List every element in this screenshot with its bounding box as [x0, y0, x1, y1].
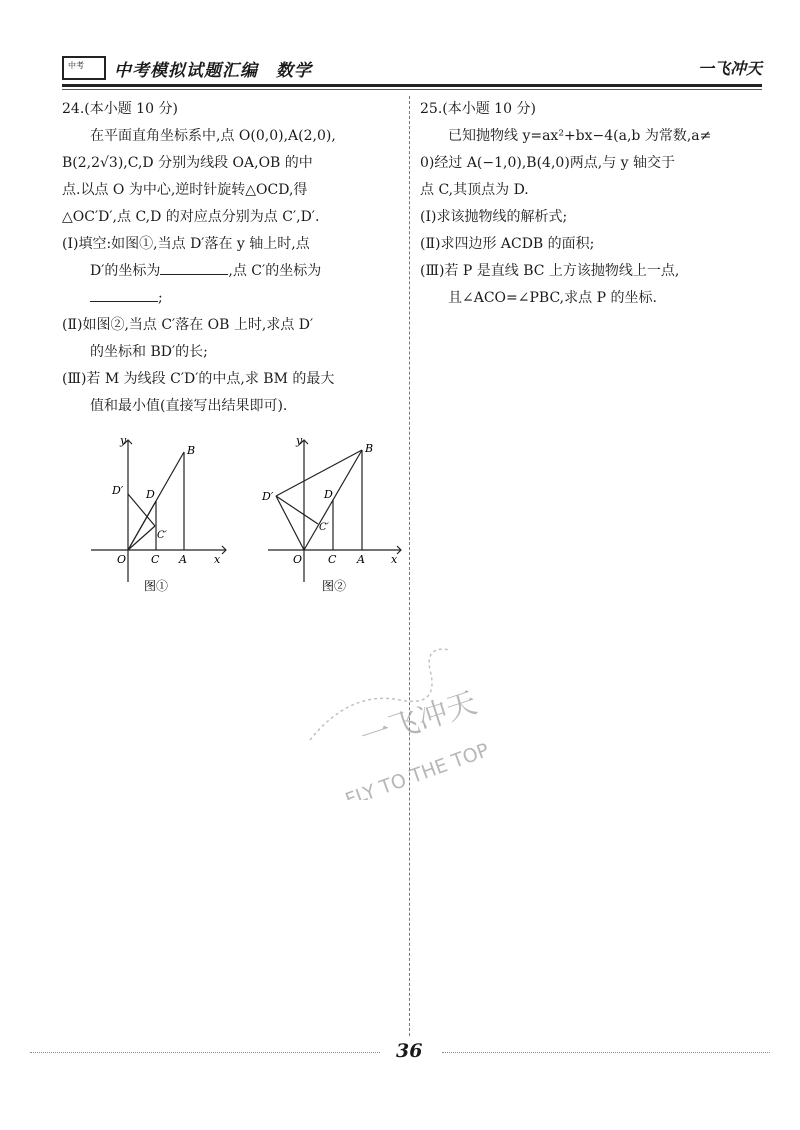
- fig2-label-B: B: [365, 442, 374, 455]
- q24-part1-text-c: ;: [158, 290, 163, 306]
- geometry-figures-svg: [86, 432, 416, 602]
- question-24: [62, 96, 404, 420]
- q24-figures: [86, 432, 416, 602]
- page-footer: [30, 1040, 770, 1080]
- watermark-en-text: FLY TO THE TOP: [342, 739, 493, 800]
- q24-part1-line-1: (Ⅰ)填空:如图①,当点 D′落在 y 轴上时,点: [62, 236, 310, 252]
- fig1-label-x: x: [214, 553, 221, 566]
- answer-blank-2[interactable]: [90, 287, 158, 302]
- fig1-label-B: B: [187, 444, 196, 457]
- logo: [62, 56, 106, 80]
- fig2-segment-DpCp: [276, 496, 318, 524]
- footer-line-left: [30, 1052, 380, 1053]
- fig1-label-O: O: [117, 553, 127, 566]
- q25-part3-line-1: (Ⅲ)若 P 是直线 BC 上方该抛物线上一点,: [420, 263, 680, 279]
- q25-heading: 25.(本小题 10 分): [420, 101, 536, 117]
- q24-heading: 24.(本小题 10 分): [62, 101, 178, 117]
- watermark: [290, 630, 550, 800]
- q24-part3-line-2: 值和最小值(直接写出结果即可).: [90, 398, 288, 414]
- q24-part1-line-2: [62, 258, 404, 285]
- footer-line-right: [442, 1052, 770, 1053]
- header-rule: [62, 84, 762, 87]
- q25-intro-line-3: 点 C,其顶点为 D.: [420, 182, 529, 198]
- fig1-label-A: A: [179, 553, 187, 566]
- fig2-label-O: O: [293, 553, 303, 566]
- header-rule-thin: [62, 89, 762, 90]
- q25-part3-line-2: 且∠ACO=∠PBC,求点 P 的坐标.: [448, 290, 657, 306]
- logo-text: 中考: [68, 61, 84, 70]
- q24-intro-line-4: △OC′D′,点 C,D 的对应点分别为点 C′,D′.: [62, 209, 320, 225]
- q25-intro-line-2: 0)经过 A(−1,0),B(4,0)两点,与 y 轴交于: [420, 155, 676, 171]
- q25-part2: (Ⅱ)求四边形 ACDB 的面积;: [420, 236, 595, 252]
- fig2-label-x: x: [391, 553, 398, 566]
- page-number: 36: [396, 1040, 423, 1062]
- fig1-label-y: y: [120, 434, 127, 447]
- question-25: [420, 96, 762, 312]
- watermark-cn-text: 一飞冲天: [356, 685, 482, 756]
- fig2-label-A: A: [357, 553, 365, 566]
- watermark-svg: [290, 630, 550, 800]
- page-header: [62, 56, 762, 82]
- fig2-label-y: y: [296, 434, 303, 447]
- fig1-segment-OCp: [128, 526, 155, 550]
- fig2-segment-ODp: [276, 496, 304, 550]
- fig2-label-Cp: C′: [319, 522, 329, 533]
- q24-intro-line-3: 点.以点 O 为中心,逆时针旋转△OCD,得: [62, 182, 308, 198]
- q24-intro-line-1: 在平面直角坐标系中,点 O(0,0),A(2,0),: [90, 128, 336, 144]
- fig1-label-D: D: [146, 488, 155, 501]
- fig2-label-D: D: [324, 488, 333, 501]
- fig1-label-C: C: [151, 553, 160, 566]
- q24-part3-line-1: (Ⅲ)若 M 为线段 C′D′的中点,求 BM 的最大: [62, 371, 335, 387]
- q24-part1-line-3: [62, 285, 404, 312]
- fig1-label-Cp: C′: [157, 530, 167, 541]
- q25-intro-line-1: 已知抛物线 y=ax²+bx−4(a,b 为常数,a≠: [448, 128, 712, 144]
- q24-intro-line-2: B(2,2√3),C,D 分别为线段 OA,OB 的中: [62, 155, 313, 171]
- fig1-segment-OD: [128, 501, 156, 550]
- fig1-caption: 图①: [144, 579, 169, 593]
- q24-part2-line-1: (Ⅱ)如图②,当点 C′落在 OB 上时,求点 D′: [62, 317, 314, 333]
- header-brand: 一飞冲天: [697, 59, 762, 78]
- header-title: 中考模拟试题汇编 数学: [114, 61, 312, 81]
- answer-blank-1[interactable]: [160, 260, 228, 275]
- fig2-label-Dp: D′: [262, 490, 274, 503]
- fig2-caption: 图②: [322, 579, 347, 593]
- q25-part1: (Ⅰ)求该抛物线的解析式;: [420, 209, 568, 225]
- fig2-label-C: C: [328, 553, 337, 566]
- fig1-label-Dp: D′: [112, 484, 124, 497]
- q24-part1-text-a: D′的坐标为: [90, 263, 161, 279]
- q24-part1-text-b: ,点 C′的坐标为: [228, 263, 322, 279]
- q24-part2-line-2: 的坐标和 BD′的长;: [90, 344, 208, 360]
